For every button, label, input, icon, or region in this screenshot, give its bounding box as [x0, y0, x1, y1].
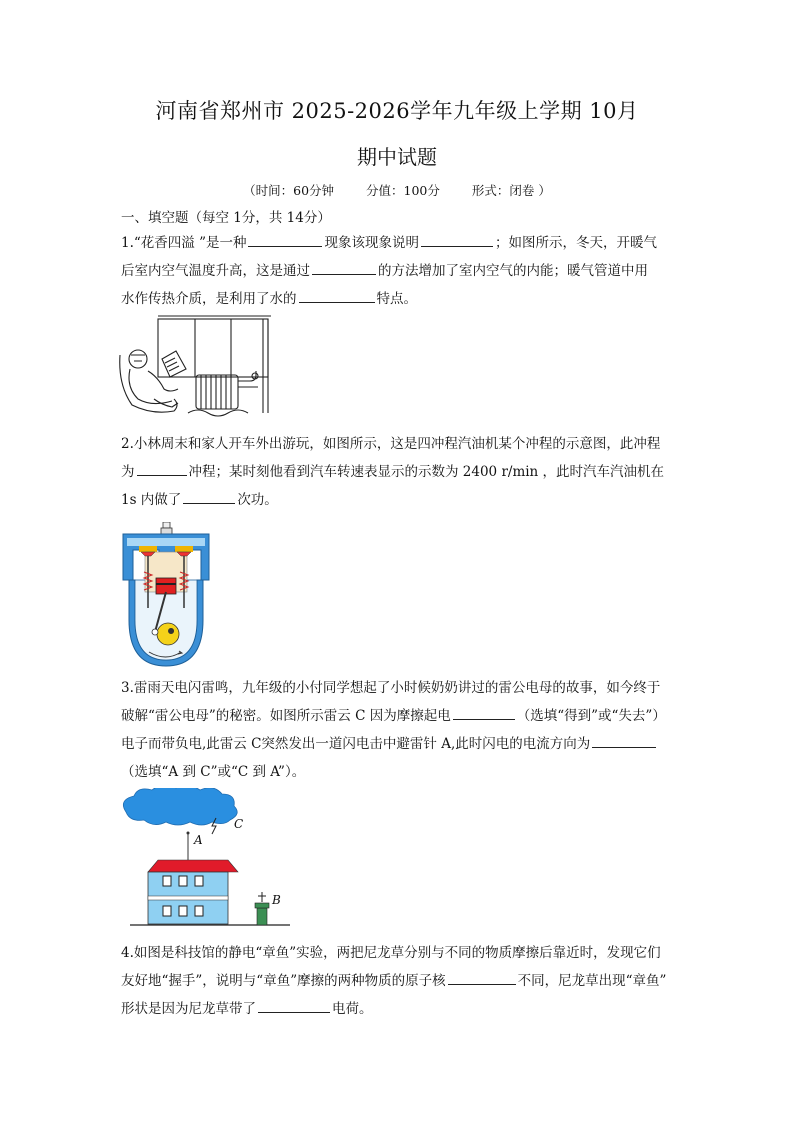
exam-time: （时间：60分钟 [243, 183, 335, 198]
exam-form: 形式：闭卷 ） [471, 183, 551, 198]
answer-blank[interactable] [299, 288, 375, 303]
answer-blank[interactable] [421, 232, 493, 247]
label-a: A [194, 833, 203, 847]
q3-text: （选填“得到”或“失去”） [516, 708, 666, 724]
section-heading: 一、填空题（每空 1分，共 14分） [121, 210, 331, 226]
radiator-figure [118, 313, 274, 421]
label-c: C [234, 817, 244, 831]
q4-text: 形状是因为尼龙草带了 [121, 1001, 256, 1017]
answer-blank[interactable] [248, 232, 322, 247]
q4-text: 友好地“握手”，说明与“章鱼”摩擦的两种物质的原子核 [121, 973, 446, 989]
q3-text: 3.雷雨天电闪雷鸣，九年级的小付同学想起了小时候奶奶讲过的雷公电母的故事，如今终于 [121, 680, 661, 696]
q2-text: 2.小林周末和家人开车外出游玩，如图所示，这是四冲程汽油机某个冲程的示意图，此冲程 [121, 436, 661, 452]
exam-title: 河南省郑州市 2025-2026学年九年级上学期 10月 [155, 99, 639, 123]
q3-text: 破解“雷公电母”的秘密。如图所示雷云 C 因为摩擦起电 [121, 708, 451, 724]
q2-text: 冲程；某时刻他看到汽车转速表显示的示数为 2400 r/min ，此时汽车汽油机在 [188, 464, 665, 480]
label-b: B [272, 893, 281, 907]
lightning-figure [118, 788, 293, 932]
q1-text: 的方法增加了室内空气的内能；暖气管道中用 [378, 263, 648, 279]
answer-blank[interactable] [137, 461, 187, 476]
q1-text: 现象该现象说明 [324, 235, 419, 251]
question-4 [121, 939, 681, 1023]
q1-text: 特点。 [376, 291, 417, 307]
q1-text: 水作传热介质，是利用了水的 [121, 291, 297, 307]
q4-text: 不同，尼龙草出现“章鱼” [517, 973, 667, 989]
answer-blank[interactable] [592, 733, 656, 748]
answer-blank[interactable] [312, 260, 376, 275]
q2-text: 次功。 [237, 492, 278, 508]
answer-blank[interactable] [448, 970, 516, 985]
q1-text: ；如图所示，冬天，开暖气 [494, 235, 657, 251]
q3-text: 电子而带负电,此雷云 C突然发出一道闪电击中避雷针 A,此时闪电的电流方向为 [121, 736, 591, 752]
q1-text: 后室内空气温度升高，这是通过 [121, 263, 310, 279]
question-3 [121, 674, 681, 786]
answer-blank[interactable] [453, 705, 515, 720]
q1-text: 1.“花香四溢 ”是一种 [121, 235, 247, 251]
exam-score: 分值：100分 [366, 183, 440, 198]
q4-text: 4.如图是科技馆的静电“章鱼”实验，两把尼龙草分别与不同的物质摩擦后靠近时，发现它们 [121, 945, 661, 961]
question-1 [121, 229, 681, 313]
exam-meta [0, 181, 794, 199]
q3-text: （选填“A 到 C”或“C 到 A”）。 [121, 764, 306, 780]
engine-figure [119, 522, 214, 670]
answer-blank[interactable] [183, 489, 235, 504]
q2-text: 为 [121, 464, 135, 480]
question-2 [121, 430, 681, 514]
answer-blank[interactable] [258, 998, 330, 1013]
q2-text: 1s 内做了 [121, 492, 182, 508]
exam-subtitle: 期中试题 [357, 145, 437, 169]
q4-text: 电荷。 [332, 1001, 373, 1017]
